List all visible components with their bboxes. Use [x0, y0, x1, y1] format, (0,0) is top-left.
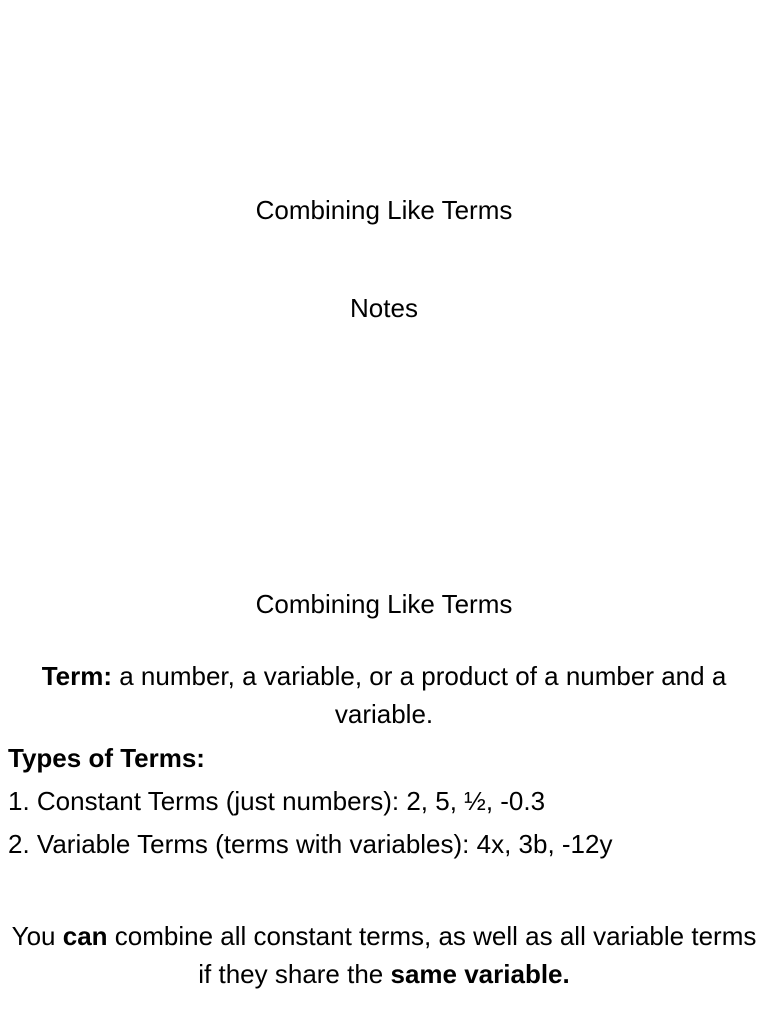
slide1-title: Combining Like Terms: [255, 195, 513, 225]
combine-rule-part2: combine all constant terms, as well as all variable terms if they share the: [107, 921, 757, 989]
type-item-constant: 1. Constant Terms (just numbers): 2, 5, ½, -0.3: [8, 786, 546, 816]
combine-rule: [4, 917, 764, 993]
combine-rule-same-variable: same variable.: [390, 959, 570, 989]
slide1-subtitle: Notes: [350, 293, 418, 323]
types-heading-text: Types of Terms:: [8, 743, 205, 773]
term-label: Term:: [41, 661, 113, 691]
slide2-title: Combining Like Terms: [255, 589, 513, 619]
term-definition: [4, 657, 764, 733]
combine-rule-can: can: [62, 921, 108, 951]
types-heading: [8, 739, 760, 777]
type-item-variable: 2. Variable Terms (terms with variables): 4x, 3b, -12y: [8, 829, 613, 859]
combine-rule-part1: You: [11, 921, 63, 951]
term-definition-text: a number, a variable, or a product of a number and a variable.: [112, 661, 727, 729]
